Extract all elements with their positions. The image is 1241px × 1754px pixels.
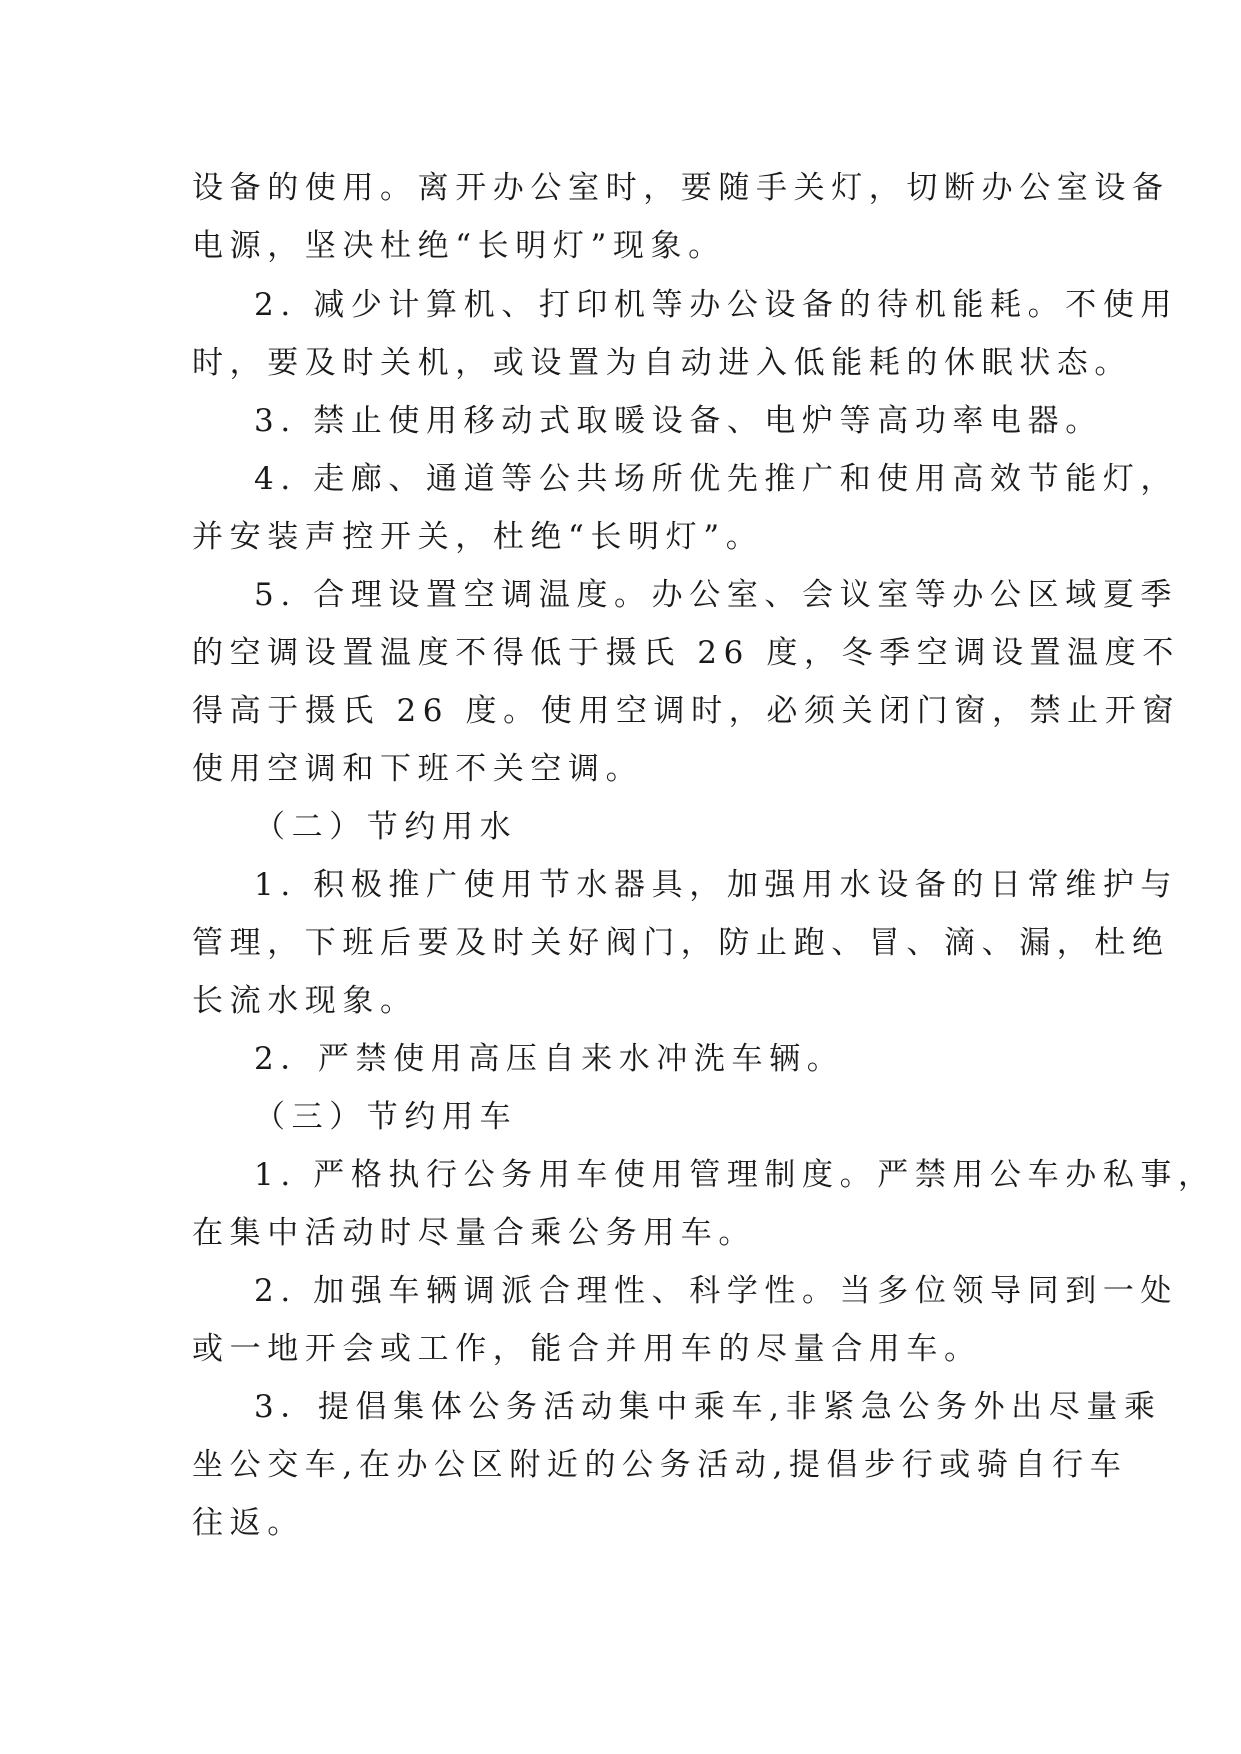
- text-line: 使用空调和下班不关空调。: [192, 751, 644, 787]
- section-heading: （二）节约用水: [254, 809, 518, 845]
- list-item-start: 3．提倡集体公务活动集中乘车,非紧急公务外出尽量乘: [254, 1389, 1162, 1425]
- list-item-start: 5. 合理设置空调温度。办公室、会议室等办公区域夏季: [254, 577, 1179, 613]
- text-line: 管理，下班后要及时关好阀门，防止跑、冒、滴、漏，杜绝: [192, 925, 1170, 961]
- text-line: 得高于摄氏 26 度。使用空调时，必须关闭门窗，禁止开窗: [192, 693, 1180, 729]
- list-item-start: 4. 走廊、通道等公共场所优先推广和使用高效节能灯，: [254, 461, 1179, 497]
- text-line: 时，要及时关机，或设置为自动进入低能耗的休眠状态。: [192, 345, 1132, 381]
- list-item-start: 1. 严格执行公务用车使用管理制度。严禁用公车办私事，: [254, 1157, 1216, 1193]
- text-line: 长流水现象。: [192, 983, 418, 1019]
- text-line: 在集中活动时尽量合乘公务用车。: [192, 1215, 756, 1251]
- text-line: 坐公交车,在办公区附近的公务活动,提倡步行或骑自行车: [192, 1447, 1128, 1483]
- text-line: 往返。: [192, 1505, 305, 1541]
- text-line: 电源，坚决杜绝“长明灯”现象。: [192, 228, 726, 264]
- list-item-start: 2. 减少计算机、打印机等办公设备的待机能耗。不使用: [254, 287, 1179, 323]
- list-item-start: 1. 积极推广使用节水器具，加强用水设备的日常维护与: [254, 867, 1179, 903]
- section-heading: （三）节约用车: [254, 1099, 518, 1135]
- text-line: 设备的使用。离开办公室时，要随手关灯，切断办公室设备: [192, 170, 1170, 206]
- list-item-start: 3. 禁止使用移动式取暖设备、电炉等高功率电器。: [254, 403, 1103, 439]
- text-line: 的空调设置温度不得低于摄氏 26 度，冬季空调设置温度不: [192, 635, 1180, 671]
- text-line: 或一地开会或工作，能合并用车的尽量合用车。: [192, 1331, 982, 1367]
- list-item-start: 2. 加强车辆调派合理性、科学性。当多位领导同到一处: [254, 1273, 1179, 1309]
- text-line: 并安装声控开关，杜绝“长明灯”。: [192, 519, 764, 555]
- list-item-start: 2．严禁使用高压自来水冲洗车辆。: [254, 1041, 845, 1077]
